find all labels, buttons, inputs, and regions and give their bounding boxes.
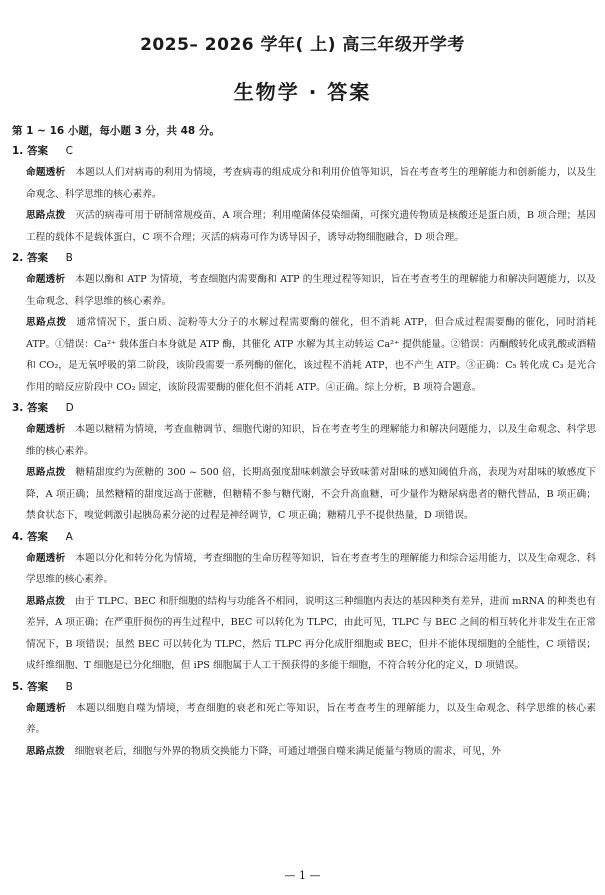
question-1 [12, 141, 596, 248]
analysis-paragraph [12, 269, 596, 312]
analysis-paragraph [12, 548, 596, 591]
answer-value: C [65, 145, 73, 157]
hint-text: 由于 TLPC、BEC 和肝细胞的结构与功能各不相同，说明这三种细胞内表达的基因种类有差异，进而 mRNA 的种类也有差异，A 项正确；在严重肝损伤的再生过程中，BEC 可以转化为 TLPC，由此可见，TLPC 与 BEC 之间的相互转化并非发生在正常情况下，B 项错误；虽然 BEC 可以转化为 TLPC，然后 TLPC 再分化成肝细胞或 BEC，但并不能体现细胞的全能性，C 项错误；成纤维细胞、T 细胞是已分化细胞，但 iPS 细胞属于人工干预获得的多能干细胞，不符合转分化的定义，D 项错误。 [26, 595, 596, 671]
answer-label: 答案 [26, 145, 48, 157]
hint-label: 思路点拨 [26, 745, 65, 757]
analysis-text: 本题以细胞自噬为情境，考查细胞的衰老和死亡等知识，旨在考查考生的理解能力，以及生命观念、科学思维的核心素养。 [26, 702, 596, 735]
answer-label: 答案 [26, 402, 48, 414]
answer-value: B [65, 252, 73, 264]
answer-value: B [65, 680, 73, 693]
question-number: 5. [12, 680, 24, 693]
question-3 [12, 398, 596, 527]
question-header [12, 398, 596, 419]
analysis-text: 本题以糖精为情境，考查血糖调节、细胞代谢的知识，旨在考查考生的理解能力和解决问题能力，以及生命观念、科学思维的核心素养。 [26, 424, 596, 457]
question-header [12, 527, 596, 548]
question-4 [12, 527, 596, 677]
question-header [12, 677, 596, 698]
analysis-label: 命题透析 [26, 167, 66, 178]
analysis-label: 命题透析 [26, 702, 67, 714]
exam-subtitle: 生物学 · 答案 [233, 80, 372, 104]
question-number: 3. [12, 402, 24, 414]
hint-text: 糖精甜度约为蔗糖的 300 ~ 500 倍，长期高强度甜味刺激会导致味蕾对甜味的感知阈值升高，表现为对甜味的敏感度下降，A 项正确；虽然糖精的甜度远高于蔗糖，但糖精不参与糖代谢，不会升高血糖，可少量作为糖尿病患者的糖代替品，B 项正确；禁食状态下，嗅觉刺激引起胰岛素分泌的过程是神经调节，C 项正确；糖精几乎不提供热量，D 项错误。 [26, 467, 596, 521]
answer-label: 答案 [26, 252, 48, 264]
answer-content [12, 141, 596, 863]
question-header [12, 141, 596, 162]
question-5 [12, 677, 596, 763]
hint-paragraph [12, 591, 596, 677]
hint-text: 通常情况下，蛋白质、淀粉等大分子的水解过程需要酶的催化，但不消耗 ATP，但合成过程需要酶的催化，同时消耗 ATP。①错误：Ca²⁺ 载体蛋白本身就是 ATP 酶，其催化 ATP 水解为其主动转运 Ca²⁺ 提供能量。②错误：丙酮酸转化成乳酸或酒精和 CO₂，是无氧呼吸的第二阶段，该阶段需要一系列酶的催化，该过程不消耗 ATP，也不产生 ATP。③正确：C₅ 转化成 C₃ 是光合作用的暗反应阶段中 CO₂ 固定，该阶段需要酶的催化但不消耗 ATP。④正确。综上分析，B 项符合题意。 [26, 317, 596, 393]
hint-label: 思路点拨 [26, 317, 67, 328]
analysis-text: 本题以酶和 ATP 为情境，考查细胞内需要酶和 ATP 的生理过程等知识，旨在考查考生的理解能力和解决问题能力，以及生命观念、科学思维的核心素养。 [26, 274, 596, 307]
analysis-paragraph [12, 698, 596, 741]
question-number: 1. [12, 145, 24, 157]
exam-title: 2025– 2026 学年( 上) 高三年级开学考 [140, 35, 465, 55]
analysis-text: 本题以分化和转分化为情境，考查细胞的生命历程等知识，旨在考查考生的理解能力和综合运用能力，以及生命观念、科学思维的核心素养。 [26, 552, 596, 585]
question-2 [12, 248, 596, 398]
analysis-paragraph [12, 419, 596, 462]
hint-text: 灭活的病毒可用于研制常规疫苗，A 项合理；利用噬菌体侵染细菌，可探究遗传物质是核酸还是蛋白质，B 项合理；基因工程的载体不是载体蛋白，C 项不合理；灭活的病毒可作为诱导因子，诱导动物细胞融合，D 项合理。 [26, 210, 596, 243]
hint-label: 思路点拨 [26, 595, 65, 607]
analysis-text: 本题以人们对病毒的利用为情境，考查病毒的组成成分和利用价值等知识，旨在考查考生的理解能力和创新能力，以及生命观念、科学思维的核心素养。 [26, 167, 596, 200]
hint-label: 思路点拨 [26, 210, 66, 221]
analysis-paragraph [12, 162, 596, 205]
hint-paragraph [12, 462, 596, 527]
hint-text: 细胞衰老后，细胞与外界的物质交换能力下降，可通过增强自噬来满足能量与物质的需求，可见，外 [74, 745, 501, 757]
hint-label: 思路点拨 [26, 467, 66, 478]
answer-value: A [65, 530, 73, 543]
analysis-label: 命题透析 [26, 274, 66, 285]
answer-value: D [65, 402, 74, 414]
answer-label: 答案 [26, 680, 48, 693]
page-number: — 1 — [284, 869, 321, 882]
question-header [12, 248, 596, 269]
hint-paragraph [12, 741, 596, 763]
analysis-label: 命题透析 [26, 552, 66, 564]
answer-label: 答案 [26, 530, 48, 543]
question-number: 4. [12, 530, 24, 543]
hint-paragraph [12, 205, 596, 248]
question-number: 2. [12, 252, 24, 264]
section-intro: 第 1 ~ 16 小题，每小题 3 分，共 48 分。 [12, 125, 220, 137]
analysis-label: 命题透析 [26, 424, 66, 435]
hint-paragraph [12, 312, 596, 398]
